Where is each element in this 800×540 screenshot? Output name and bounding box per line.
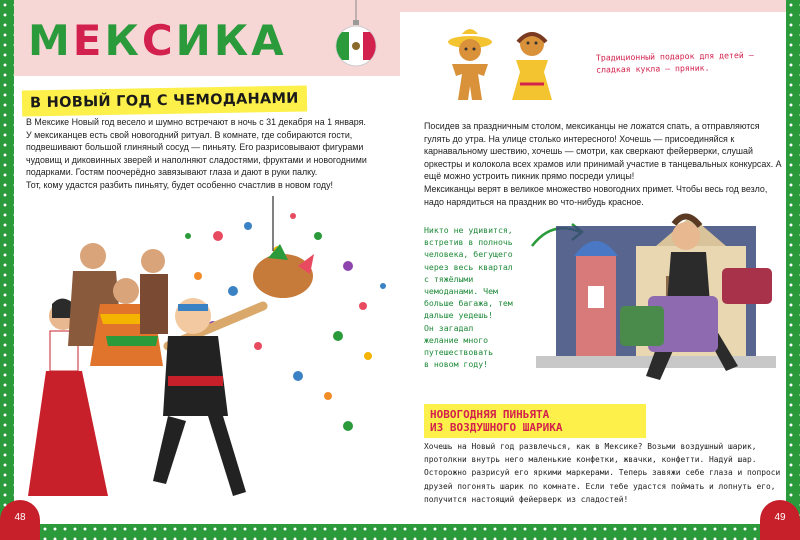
subhead-line: ИЗ ВОЗДУШНОГО ШАРИКА — [430, 421, 563, 434]
page-title — [28, 16, 287, 65]
gingerbread-girl-icon — [504, 28, 560, 104]
flag-ornament-icon — [334, 0, 378, 80]
left-body-text — [26, 116, 386, 192]
title-letter: К — [104, 16, 142, 65]
right-border — [786, 0, 800, 540]
title-letter: М — [28, 16, 73, 65]
paragraph: Мексиканцы верят в великое множество новогодних примет. Чтобы весь год везло, надо нарядиться на праздник во что-нибудь красное. — [424, 183, 768, 207]
page-number: 49 — [760, 500, 800, 540]
men-figures-icon — [68, 243, 168, 366]
header-band — [400, 0, 786, 12]
street-scene-illustration — [536, 206, 786, 402]
suitcase-note — [424, 224, 528, 370]
note-line: дальше уедешь! — [424, 310, 494, 321]
title-letter: С — [141, 16, 176, 65]
note-line: чемоданами. Чем — [424, 286, 498, 297]
title-letter: И — [175, 16, 214, 65]
right-page — [400, 0, 800, 540]
gift-caption: Традиционный подарок для детей — сладкая кукла — пряник. — [595, 49, 754, 75]
bottom-border — [0, 524, 400, 540]
note-line: с тяжёлыми — [424, 273, 474, 284]
title-letter: А — [251, 16, 287, 65]
paragraph: Посидев за праздничным столом, мексиканцы не ложатся спать, а отправляются гулять до утра. На улице столько интересного! Хочешь — присоединяйся к карнавальному шествию, хочешь — смотри, как сверкают фейерверки, слушай оркестры и колокола всех храмов или принимай участие в танцевальных конкурсах. А ещё можно устроить пикник прямо посреди улицы! — [424, 121, 782, 182]
page-number: 48 — [0, 500, 40, 540]
note-line: Никто не удивится, — [424, 225, 513, 235]
paragraph: В Мексике Новый год весело и шумно встречают в ночь с 31 декабря на 1 января. — [26, 117, 366, 127]
bottom-border — [400, 524, 800, 540]
note-line: встретив в полночь — [424, 237, 513, 248]
paragraph: У мексиканцев есть свой новогодний ритуал. В комнате, где собираются гости, подвешивают большой глиняный сосуд — пиньяту. Его разрисовывают фигурами чудовищ и диковинных зверей и наполняют сладостями, фруктами и новогодними подарками. Гостям поочерёдно завязывают глаза и дают в руки палку. — [26, 129, 367, 178]
subhead-line: НОВОГОДНЯЯ ПИНЬЯТА — [430, 408, 550, 421]
left-border — [0, 0, 14, 540]
title-letter: К — [213, 16, 252, 65]
pinata-icon — [253, 196, 314, 298]
title-letter: Е — [72, 16, 105, 65]
pinata-instructions: Хочешь на Новый год развлечься, как в Мексике? Возьми воздушный шарик, протолкни внутрь него маленькие конфетки, жвачки, конфетти. Надуй шар. Осторожно разрисуй его яркими маркерами. Теперь завяжи себе глаза и попроси друзей погонять шарик по комнате. Если тебе удастся поймать и лопнуть его, получится настоящий фейерверк из сладостей! — [424, 442, 781, 504]
paragraph: Тот, кому удастся разбить пиньяту, будет особенно счастлив в новом году! — [26, 179, 333, 190]
note-line: человека, бегущего — [424, 249, 513, 260]
pinata-illustration — [18, 196, 398, 516]
note-line: путешествовать — [424, 347, 494, 358]
note-line: больше багажа, тем — [424, 298, 513, 309]
note-line: в новом году! — [424, 359, 489, 370]
section-title-banner — [22, 86, 307, 117]
note-line: через весь квартал — [424, 261, 513, 272]
gingerbread-boy-icon — [442, 28, 498, 104]
note-line: желание много — [424, 334, 489, 345]
note-line: Он загадал — [424, 322, 474, 333]
right-body-text — [424, 120, 784, 208]
section-title: В НОВЫЙ ГОД С ЧЕМОДАНАМИ — [29, 90, 299, 112]
pinata-subhead — [424, 404, 646, 438]
